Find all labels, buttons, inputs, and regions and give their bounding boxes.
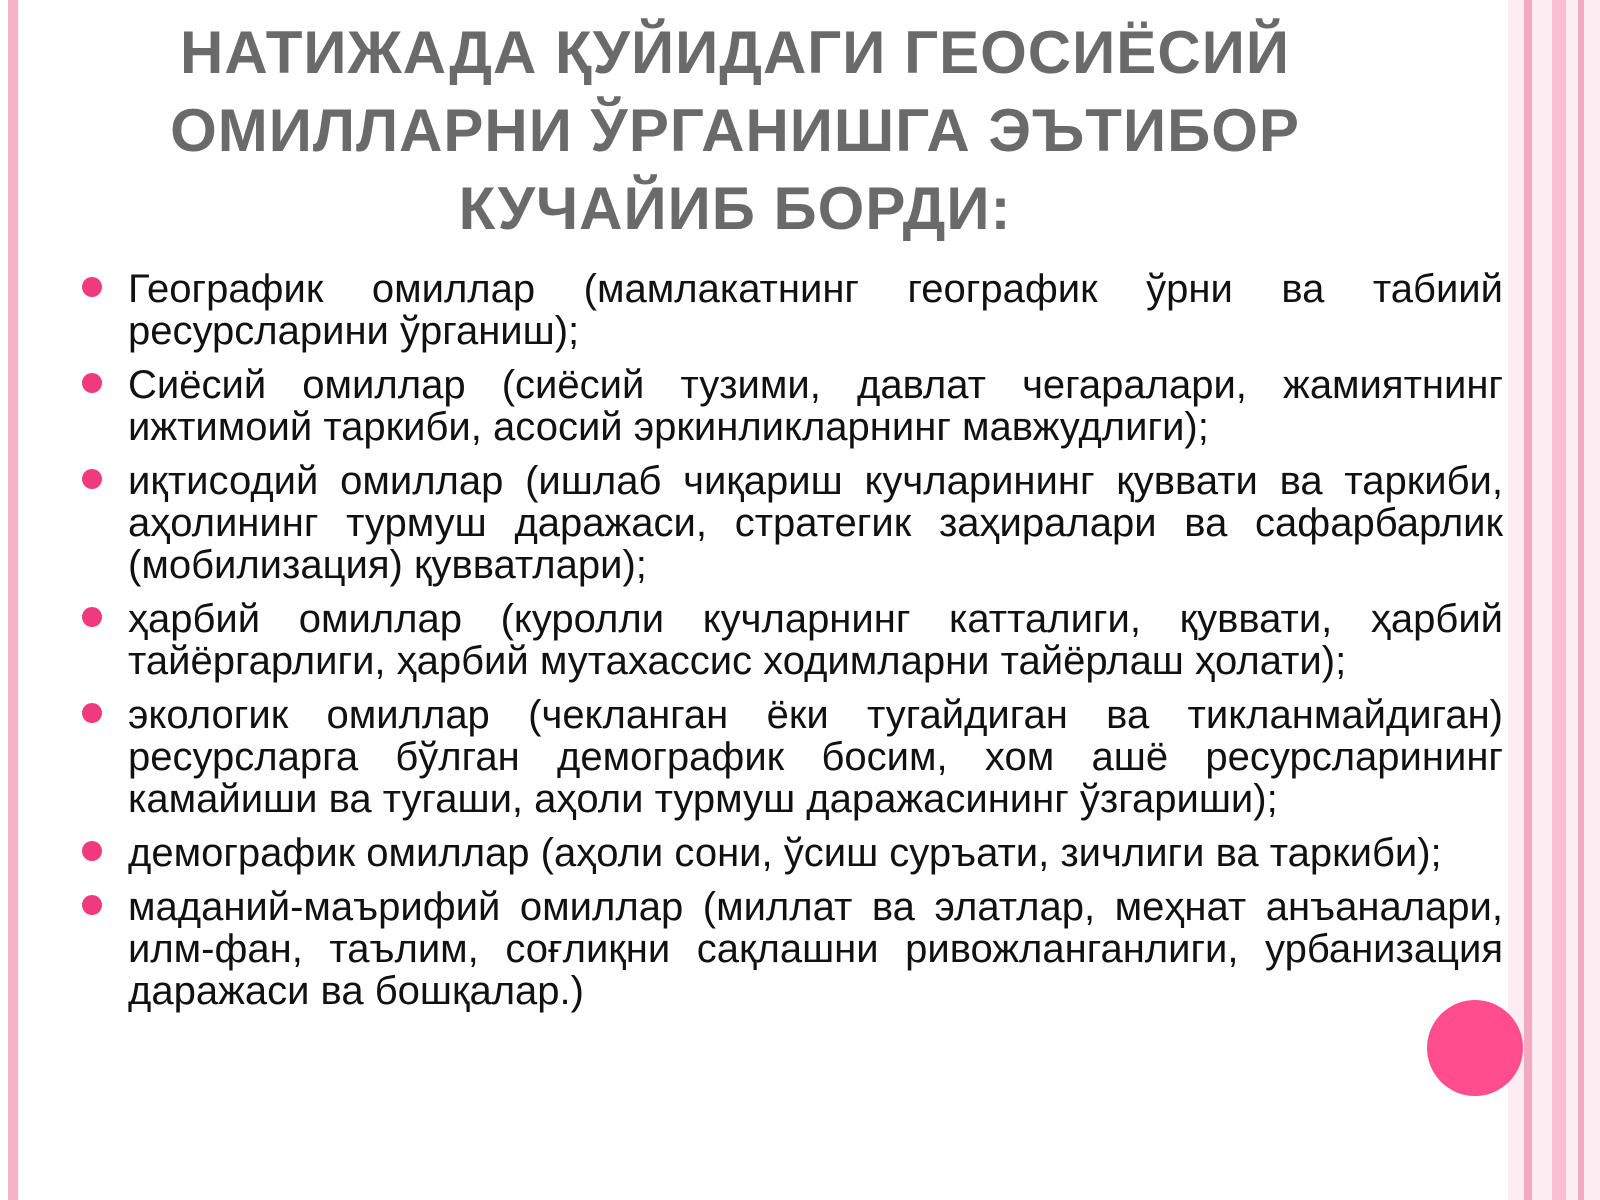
bullet-item-political	[78, 364, 1503, 448]
bullet-dot-icon	[82, 373, 102, 393]
title-line: НАТИЖАДА ҚУЙИДАГИ ГЕОСИЁСИЙ	[180, 19, 1290, 86]
bullet-text: экологик омиллар (чекланган ёки тугайдиган ва тикланмайдиган) ресурсларга бўлган демографик босим, хом ашё ресурсларининг камайиши ва тугаши, аҳоли турмуш даражасининг ўзгариши);	[128, 693, 1503, 821]
bullet-dot-icon	[82, 841, 102, 861]
bullet-text: ҳарбий омиллар (куролли кучларнинг катталиги, қуввати, ҳарбий тайёргарлиги, ҳарбий мутахассис ходимларни тайёрлаш ҳолати);	[128, 597, 1503, 683]
bullet-item-military	[78, 598, 1503, 682]
bullet-text: маданий-маърифий омиллар (миллат ва элатлар, меҳнат анъаналари, илм-фан, таълим, соғлиқни сақлашни ривожланганлиги, урбанизация даражаси ва бошқалар.)	[128, 885, 1503, 1013]
bullet-item-demographic	[78, 832, 1503, 874]
bullet-text: демографик омиллар (аҳоли сони, ўсиш суръати, зичлиги ва таркиби);	[128, 831, 1442, 875]
bullet-dot-icon	[82, 895, 102, 915]
bullet-list	[78, 268, 1503, 1024]
title-line: КУЧАЙИБ БОРДИ:	[458, 175, 1012, 242]
bullet-text: Сиёсий омиллар (сиёсий тузими, давлат чегаралари, жамиятнинг ижтимоий таркиби, асосий эркинликларнинг мавжудлиги);	[128, 363, 1503, 449]
right-border-band	[1524, 0, 1532, 1200]
accent-circle	[1427, 1000, 1523, 1096]
bullet-dot-icon	[82, 703, 102, 723]
bullet-dot-icon	[82, 469, 102, 489]
right-border-band	[1578, 0, 1584, 1200]
title-line: ОМИЛЛАРНИ ЎРГАНИШГА ЭЪТИБОР	[170, 97, 1300, 164]
bullet-item-ecological	[78, 694, 1503, 820]
bullet-item-economic	[78, 460, 1503, 586]
bullet-dot-icon	[82, 277, 102, 297]
bullet-item-cultural	[78, 886, 1503, 1012]
bullet-text: Географик омиллар (мамлакатнинг географик ўрни ва табиий ресурсларини ўрганиш);	[128, 267, 1503, 353]
bullet-item-geographic	[78, 268, 1503, 352]
slide-title	[120, 14, 1350, 248]
left-border-stripe	[8, 0, 18, 1200]
bullet-text: иқтисодий омиллар (ишлаб чиқариш кучларининг қуввати ва таркиби, аҳолининг турмуш даражаси, стратегик заҳиралари ва сафарбарлик (мобилизация) қувватлари);	[128, 459, 1503, 587]
bullet-dot-icon	[82, 607, 102, 627]
right-border-band	[1552, 0, 1566, 1200]
